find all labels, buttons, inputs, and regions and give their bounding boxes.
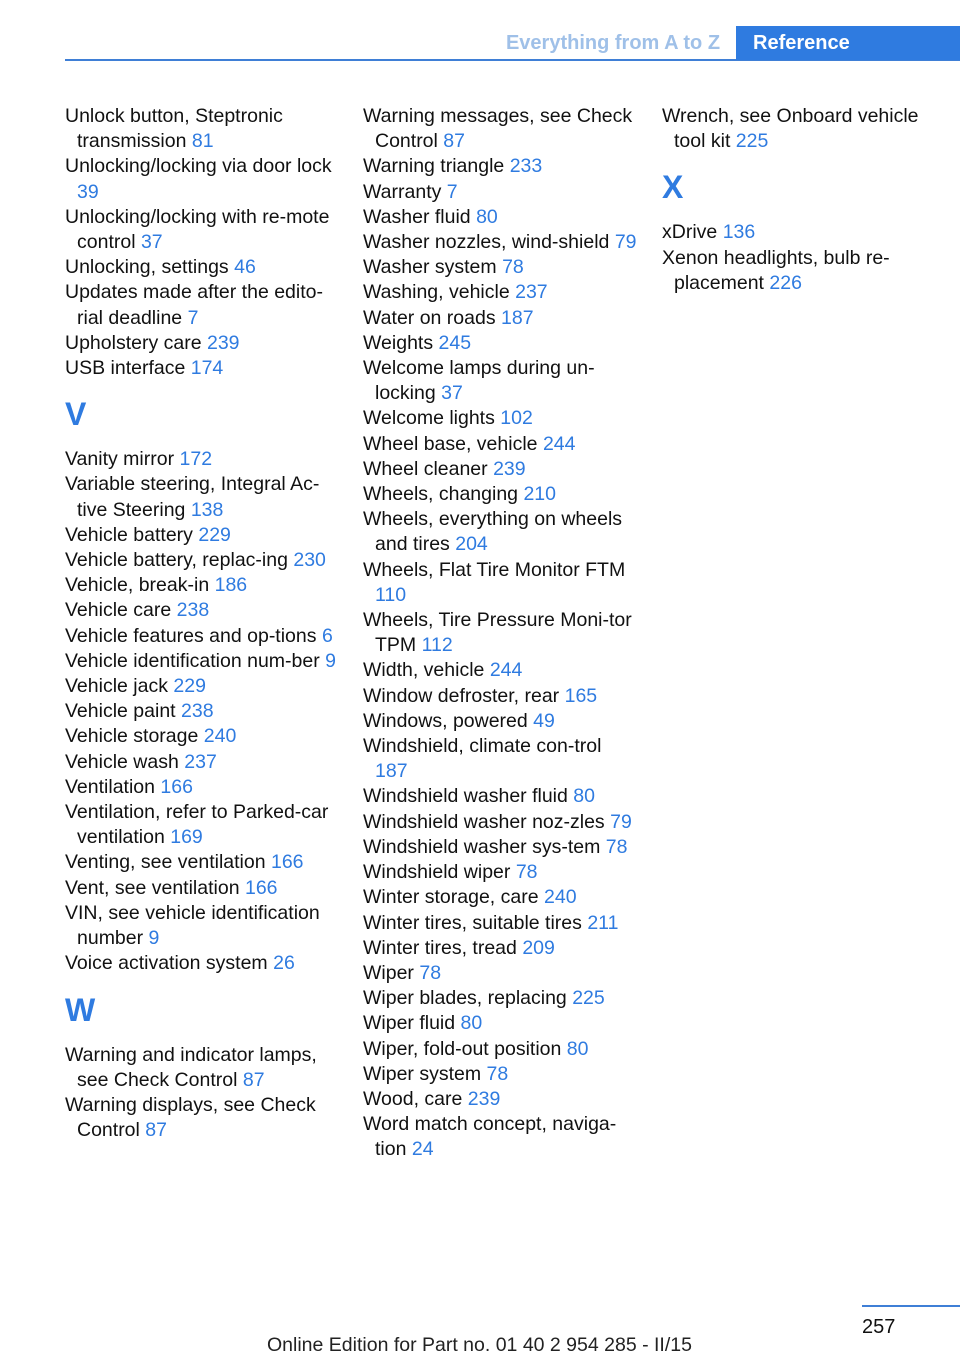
index-entry-text: Warning messages, see Check Control — [363, 105, 633, 153]
index-entry-text: Wrench, see Onboard vehicle tool kit — [662, 105, 919, 153]
index-page-link[interactable]: 26 — [273, 952, 295, 975]
index-page-link[interactable]: 87 — [145, 1119, 167, 1142]
index-page-link[interactable]: 80 — [566, 1037, 589, 1060]
index-entry — [65, 800, 340, 850]
index-entry-text: Variable steering, Integral Ac-tive Steering — [65, 473, 320, 521]
index-entry — [65, 624, 340, 649]
index-page-link[interactable]: 240 — [544, 886, 577, 909]
header-section-tab[interactable]: Reference — [736, 26, 960, 60]
index-entry-text: Warning triangle — [363, 155, 505, 178]
index-page-link[interactable]: 46 — [234, 256, 256, 279]
index-page-link[interactable]: 211 — [587, 911, 619, 934]
index-page-link[interactable]: 238 — [176, 599, 210, 622]
index-entry-text: Vehicle battery, replac-ing — [65, 549, 288, 572]
index-entry-text: Wiper system — [363, 1062, 482, 1085]
index-entry — [65, 356, 340, 381]
index-entry — [65, 1043, 340, 1093]
index-page-link[interactable]: 80 — [460, 1012, 483, 1035]
index-entry — [363, 1112, 638, 1162]
index-entry-text: Unlocking/locking via door lock — [65, 155, 332, 178]
index-entry — [662, 220, 937, 245]
index-entry-text: Vehicle wash — [65, 750, 179, 773]
index-page-link[interactable]: 239 — [493, 457, 526, 480]
index-page-link[interactable]: 81 — [191, 130, 214, 153]
index-entry — [363, 608, 638, 658]
index-entry-text: Windows, powered — [363, 709, 528, 732]
index-entry-text: Upholstery care — [65, 331, 202, 354]
index-entry — [363, 835, 638, 860]
index-entry — [363, 255, 638, 280]
index-entry — [65, 876, 340, 901]
index-page-link[interactable]: 6 — [321, 624, 333, 647]
index-entry-text: Windshield washer sys-tem — [363, 835, 601, 858]
index-column-3 — [662, 104, 937, 296]
index-entry — [363, 154, 638, 179]
index-entry-text: Wiper — [363, 961, 414, 984]
index-entry-text: Winter storage, care — [363, 886, 539, 909]
index-entry-text: Wiper, fold-out position — [363, 1037, 562, 1060]
index-letter-heading: X — [662, 169, 684, 206]
index-page-link[interactable]: 226 — [769, 271, 802, 294]
index-entry-text: Wheels, everything on wheels and tires — [363, 508, 623, 556]
index-page-link[interactable]: 78 — [486, 1062, 509, 1085]
index-entry — [662, 246, 937, 296]
index-entry — [65, 523, 340, 548]
index-entry-text: Vehicle, break-in — [65, 574, 210, 597]
index-entry-text: Washer nozzles, wind-shield — [363, 231, 610, 254]
index-entry-text: Voice activation system — [65, 952, 268, 975]
index-entry — [65, 699, 340, 724]
index-entry — [363, 280, 638, 305]
page-number: 257 — [862, 1316, 896, 1338]
index-entry — [363, 180, 638, 205]
index-entry-text: Window defroster, rear — [363, 684, 560, 707]
index-page-link[interactable]: 7 — [446, 180, 458, 203]
index-entry-text: Vehicle care — [65, 599, 172, 622]
index-entry-text: Windshield, climate con-trol — [363, 735, 602, 758]
index-page-link[interactable]: 239 — [467, 1087, 501, 1110]
index-entry — [65, 573, 340, 598]
index-entry-text: Wiper fluid — [363, 1012, 456, 1035]
index-entry-text: Water on roads — [363, 306, 496, 329]
index-entry-text: Word match concept, naviga-tion — [363, 1113, 617, 1161]
index-entry — [363, 784, 638, 809]
index-page-link[interactable]: 112 — [421, 634, 453, 657]
index-entry — [65, 154, 340, 204]
index-page-link[interactable]: 80 — [573, 785, 595, 808]
index-column-2 — [363, 104, 638, 1163]
index-entry-text: Wheel base, vehicle — [363, 432, 538, 455]
index-page-link[interactable]: 78 — [515, 861, 538, 884]
index-entry — [65, 649, 340, 674]
index-entry-text: Washer fluid — [363, 205, 471, 228]
index-entry-text: Xenon headlights, bulb re-placement — [662, 246, 890, 294]
index-page-link[interactable]: 225 — [572, 987, 605, 1010]
index-page-link[interactable]: 233 — [509, 155, 543, 178]
index-entry-text: Wiper blades, replacing — [363, 987, 567, 1010]
index-page-link[interactable]: 138 — [190, 498, 224, 521]
index-page-link[interactable]: 187 — [501, 306, 534, 329]
index-page-link[interactable]: 237 — [184, 750, 217, 773]
index-entry — [363, 331, 638, 356]
index-entry — [363, 1037, 638, 1062]
index-entry — [363, 432, 638, 457]
index-page-link[interactable]: 87 — [242, 1068, 265, 1091]
index-page-link[interactable]: 49 — [533, 709, 555, 732]
index-entry-text: Welcome lamps during un-locking — [363, 357, 595, 405]
index-entry-text: Welcome lights — [363, 407, 495, 430]
index-page-link[interactable]: 225 — [735, 130, 769, 153]
index-page-link[interactable]: 78 — [605, 835, 628, 858]
edition-note: Online Edition for Part no. 01 40 2 954 285 - II/15 — [267, 1334, 692, 1356]
index-entry-text: Width, vehicle — [363, 659, 485, 682]
index-page-link[interactable]: 78 — [502, 256, 524, 279]
index-entry-text: Windshield washer noz-zles — [363, 810, 605, 833]
index-entry — [363, 306, 638, 331]
index-page-link[interactable]: 37 — [140, 231, 163, 254]
index-entry-text: Updates made after the edito-rial deadline — [65, 281, 323, 329]
index-entry-text: Winter tires, suitable tires — [363, 911, 582, 934]
index-page-link[interactable]: 169 — [170, 826, 203, 849]
index-page-link[interactable]: 239 — [206, 331, 240, 354]
index-entry — [363, 205, 638, 230]
index-page-link[interactable]: 238 — [181, 700, 214, 723]
index-entry-text: Vanity mirror — [65, 448, 175, 471]
index-entry — [363, 482, 638, 507]
index-entry-text: Vehicle jack — [65, 675, 168, 698]
index-entry — [65, 901, 340, 951]
index-entry — [65, 548, 340, 573]
index-entry — [363, 104, 638, 154]
index-entry — [65, 280, 340, 330]
index-entry — [363, 230, 638, 255]
index-page-link[interactable]: 87 — [443, 130, 465, 153]
index-entry — [363, 936, 638, 961]
index-page-link[interactable]: 187 — [375, 760, 408, 783]
index-entry — [65, 104, 340, 154]
index-entry — [363, 457, 638, 482]
index-entry — [363, 986, 638, 1011]
index-page-link[interactable]: 229 — [198, 523, 231, 546]
index-page-link[interactable]: 24 — [411, 1138, 434, 1161]
index-page-link[interactable]: 230 — [293, 549, 326, 572]
index-letter-heading: W — [65, 991, 96, 1028]
index-entry — [65, 850, 340, 875]
index-entry — [65, 598, 340, 623]
index-page-link[interactable]: 244 — [489, 659, 523, 682]
index-entry — [65, 674, 340, 699]
index-entry-text: USB interface — [65, 357, 186, 380]
index-page-link[interactable]: 204 — [455, 533, 488, 556]
header-chapter[interactable]: Everything from A to Z — [505, 32, 721, 54]
index-entry — [65, 1093, 340, 1143]
index-entry — [65, 205, 340, 255]
index-entry-text: Warning and indicator lamps, see Check Control — [65, 1043, 317, 1091]
index-page-link[interactable]: 9 — [148, 927, 160, 950]
index-entry-text: Vehicle battery — [65, 523, 193, 546]
index-entry-text: Wood, care — [363, 1087, 463, 1110]
index-entry — [363, 356, 638, 406]
index-page-link[interactable]: 244 — [542, 432, 576, 455]
index-entry — [363, 1062, 638, 1087]
index-entry-text: xDrive — [662, 221, 718, 244]
index-entry — [363, 734, 638, 784]
index-entry-text: Washing, vehicle — [363, 281, 510, 304]
index-entry-text: Wheels, Tire Pressure Moni-tor TPM — [363, 609, 632, 657]
index-entry — [65, 724, 340, 749]
index-page-link[interactable]: 9 — [325, 649, 337, 672]
index-page-link[interactable]: 166 — [244, 876, 278, 899]
index-entry-text: Unlocking, settings — [65, 256, 229, 279]
index-page-link[interactable]: 229 — [173, 675, 206, 698]
index-entry — [363, 684, 638, 709]
index-page-link[interactable]: 166 — [270, 851, 304, 874]
index-entry-text: Winter tires, tread — [363, 936, 517, 959]
index-entry — [363, 885, 638, 910]
index-entry-text: VIN, see vehicle identification number — [65, 901, 320, 950]
index-entry-text: Warranty — [363, 180, 442, 203]
footer-rule — [862, 1305, 960, 1307]
index-entry — [363, 911, 638, 936]
index-entry — [65, 750, 340, 775]
index-page-link[interactable]: 37 — [441, 382, 463, 405]
index-entry — [662, 104, 937, 154]
index-entry — [65, 255, 340, 280]
index-page-link[interactable]: 210 — [523, 483, 556, 506]
index-page-link[interactable]: 110 — [375, 583, 407, 606]
index-entry-text: Ventilation, refer to Parked-car ventilation — [65, 801, 329, 849]
index-page-link[interactable]: 245 — [438, 331, 472, 354]
index-page-link[interactable]: 166 — [160, 775, 193, 798]
index-page-link[interactable]: 237 — [515, 281, 548, 304]
index-entry-text: Venting, see ventilation — [65, 851, 266, 874]
index-entry-text: Wheels, Flat Tire Monitor FTM — [363, 558, 626, 581]
index-entry — [363, 658, 638, 683]
index-page-link[interactable]: 7 — [187, 306, 199, 329]
index-page-link[interactable]: 79 — [614, 231, 637, 254]
index-page-link[interactable]: 78 — [419, 961, 442, 984]
index-entry — [363, 810, 638, 835]
index-entry-text: Vent, see ventilation — [65, 876, 240, 899]
index-entry-text: Weights — [363, 331, 434, 354]
index-page-link[interactable]: 240 — [203, 725, 237, 748]
index-entry — [363, 406, 638, 431]
index-column-1 — [65, 104, 340, 1143]
index-entry-text: Wheels, changing — [363, 483, 519, 506]
index-entry-text: Unlock button, Steptronic transmission — [65, 105, 283, 153]
index-entry-text: Vehicle storage — [65, 725, 199, 748]
index-page-link[interactable]: 209 — [522, 936, 555, 959]
index-entry-text: Washer system — [363, 256, 497, 279]
index-entry-text: Vehicle features and op-tions — [65, 624, 317, 647]
index-page-link[interactable]: 174 — [190, 357, 224, 380]
index-entry-text: Vehicle identification num-ber — [65, 649, 320, 672]
index-entry — [65, 447, 340, 472]
index-letter-heading: V — [65, 396, 87, 433]
index-entry-text: Windshield wiper — [363, 861, 511, 884]
index-entry — [65, 331, 340, 356]
index-page-link[interactable]: 102 — [500, 407, 533, 430]
index-page-link[interactable]: 39 — [77, 180, 99, 203]
index-entry — [363, 709, 638, 734]
index-entry-text: Wheel cleaner — [363, 457, 488, 480]
index-page-link[interactable]: 136 — [722, 221, 756, 244]
index-entry — [363, 1087, 638, 1112]
index-page-link[interactable]: 172 — [179, 448, 213, 471]
index-page-link[interactable]: 165 — [564, 684, 598, 707]
index-entry — [363, 1011, 638, 1036]
index-entry-text: Windshield washer fluid — [363, 785, 568, 808]
index-entry-text: Unlocking/locking with re-mote control — [65, 205, 330, 254]
index-entry-text: Ventilation — [65, 775, 155, 798]
index-entry — [65, 951, 340, 976]
index-page-link[interactable]: 79 — [610, 810, 632, 833]
index-entry — [363, 507, 638, 557]
index-entry — [65, 775, 340, 800]
index-entry — [363, 961, 638, 986]
index-entry — [363, 860, 638, 885]
index-entry — [363, 558, 638, 608]
index-entry-text: Vehicle paint — [65, 700, 176, 723]
index-entry — [65, 472, 340, 522]
index-page-link[interactable]: 186 — [214, 574, 248, 597]
index-entry-text: Warning displays, see Check Control — [65, 1093, 316, 1142]
index-page-link[interactable]: 80 — [476, 205, 498, 228]
